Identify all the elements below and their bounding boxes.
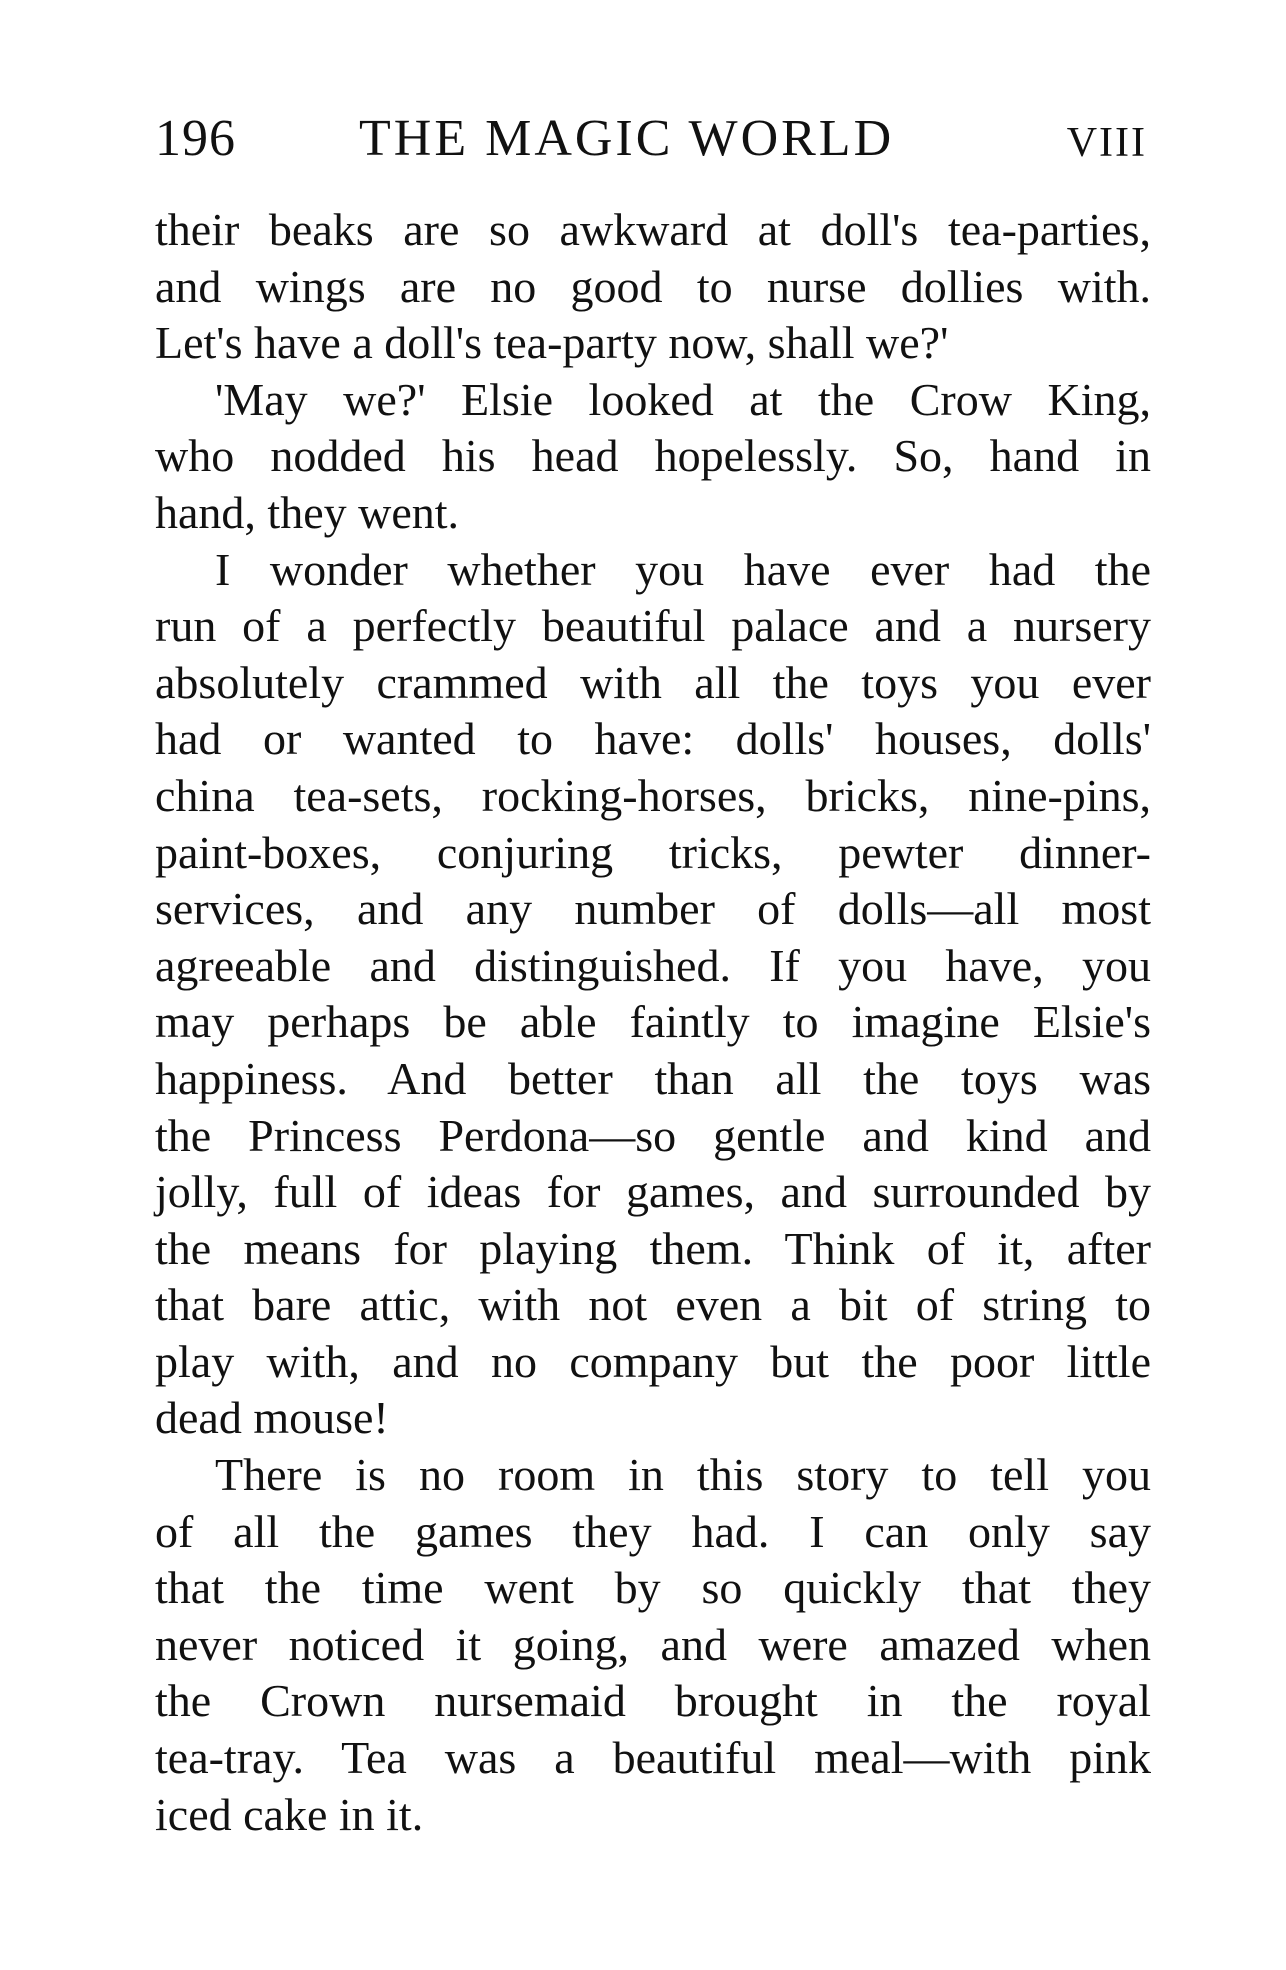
text-line: hand, they went.	[155, 486, 460, 538]
text-line: that the time went by so quickly that they	[155, 1562, 1151, 1614]
text-line: their beaks are so awkward at doll's tea-parties,	[155, 204, 1151, 255]
text-line: iced cake in it.	[155, 1788, 424, 1840]
text-line: the Crown nursemaid brought in the royal	[155, 1675, 1151, 1727]
text-line: play with, and no company but the poor little	[155, 1335, 1151, 1387]
text-line: happiness. And better than all the toys was	[155, 1052, 1151, 1104]
text-line: of all the games they had. I can only say	[155, 1505, 1151, 1557]
text-line: 'May we?' Elsie looked at the Crow King,	[215, 373, 1151, 425]
running-title: THE MAGIC WORLD	[359, 110, 895, 167]
text-line: china tea-sets, rocking-horses, bricks, nine-pins,	[155, 769, 1151, 821]
text-line: There is no room in this story to tell you	[215, 1449, 1151, 1501]
text-line: services, and any number of dolls—all most	[155, 883, 1151, 935]
text-line: the Princess Perdona—so gentle and kind and	[155, 1109, 1151, 1161]
running-header	[155, 106, 1147, 172]
text-line: agreeable and distinguished. If you have, you	[155, 939, 1151, 991]
text-line: tea-tray. Tea was a beautiful meal—with pink	[155, 1732, 1151, 1784]
text-line: may perhaps be able faintly to imagine Elsie's	[155, 996, 1151, 1048]
text-line: absolutely crammed with all the toys you ever	[155, 656, 1151, 708]
text-line: I wonder whether you have ever had the	[215, 543, 1151, 595]
text-line: Let's have a doll's tea-party now, shall we?'	[155, 317, 949, 369]
text-line: the means for playing them. Think of it, after	[155, 1222, 1151, 1274]
page-number: 196	[155, 110, 236, 167]
text-line: paint-boxes, conjuring tricks, pewter dinner-	[155, 826, 1151, 878]
chapter-number: VIII	[1066, 120, 1147, 166]
text-line: who nodded his head hopelessly. So, hand in	[155, 430, 1151, 482]
body-text	[155, 202, 1151, 1843]
text-line: and wings are no good to nurse dollies with.	[155, 260, 1151, 312]
text-line: had or wanted to have: dolls' houses, dolls'	[155, 713, 1151, 765]
text-line: run of a perfectly beautiful palace and a nursery	[155, 600, 1151, 652]
text-line: that bare attic, with not even a bit of string to	[155, 1279, 1151, 1331]
text-line: never noticed it going, and were amazed when	[155, 1618, 1151, 1670]
text-line: jolly, full of ideas for games, and surrounded by	[155, 1166, 1151, 1218]
text-line: dead mouse!	[155, 1392, 389, 1444]
